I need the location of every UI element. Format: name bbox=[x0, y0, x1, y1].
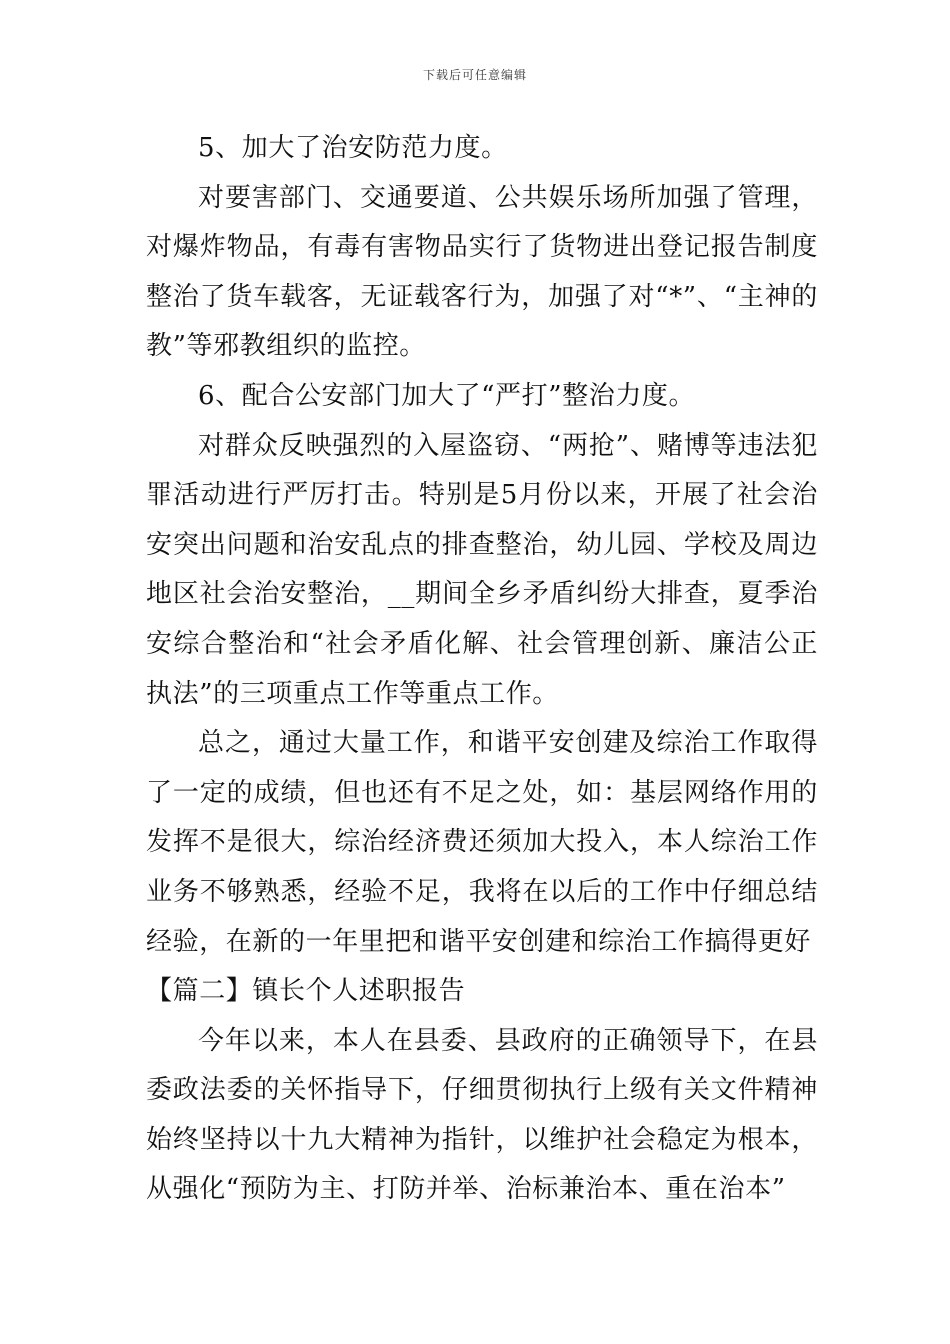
paragraph-security-management: 对要害部门、交通要道、公共娱乐场所加强了管理，对爆炸物品，有毒有害物品实行了货物进出登记报告制度整治了货车载客，无证载客行为，加强了对“*”、“主神的教”等邪教组织的监控。 bbox=[146, 182, 818, 362]
section-heading: 【篇二】镇长个人述职报告 bbox=[146, 976, 466, 1007]
document-body bbox=[146, 124, 818, 1215]
page-header: 下载后可任意编辑 bbox=[422, 68, 527, 82]
paragraph-strike-hard: 对群众反映强烈的入屋盗窃、“两抢”、赌博等违法犯罪活动进行严厉打击。特别是5月份以来，开展了社会治安突出问题和治安乱点的排查整治，幼儿园、学校及周边地区社会治安整治，__期间全乡矛盾纠纷大排查，夏季治安综合整治和“社会矛盾化解、社会管理创新、廉洁公正执法”的三项重点工作等重点工作。 bbox=[146, 430, 818, 709]
paragraph-item-5: 5、加大了治安防范力度。 bbox=[198, 133, 508, 163]
paragraph-item-6: 6、配合公安部门加大了“严打”整治力度。 bbox=[198, 380, 696, 411]
paragraph-report-intro: 今年以来，本人在县委、县政府的正确领导下，在县委政法委的关怀指导下，仔细贯彻执行上级有关文件精神始终坚持以十九大精神为指针，以维护社会稳定为根本，从强化“预防为主、打防并举、治标兼治本、重在治本” bbox=[146, 1025, 818, 1205]
paragraph-summary: 总之，通过大量工作，和谐平安创建及综治工作取得了一定的成绩，但也还有不足之处，如：基层网络作用的发挥不是很大，综治经济费还须加大投入，本人综治工作业务不够熟悉，经验不足，我将在以后的工作中仔细总结经验，在新的一年里把和谐平安创建和综治工作搞得更好 bbox=[146, 728, 818, 957]
